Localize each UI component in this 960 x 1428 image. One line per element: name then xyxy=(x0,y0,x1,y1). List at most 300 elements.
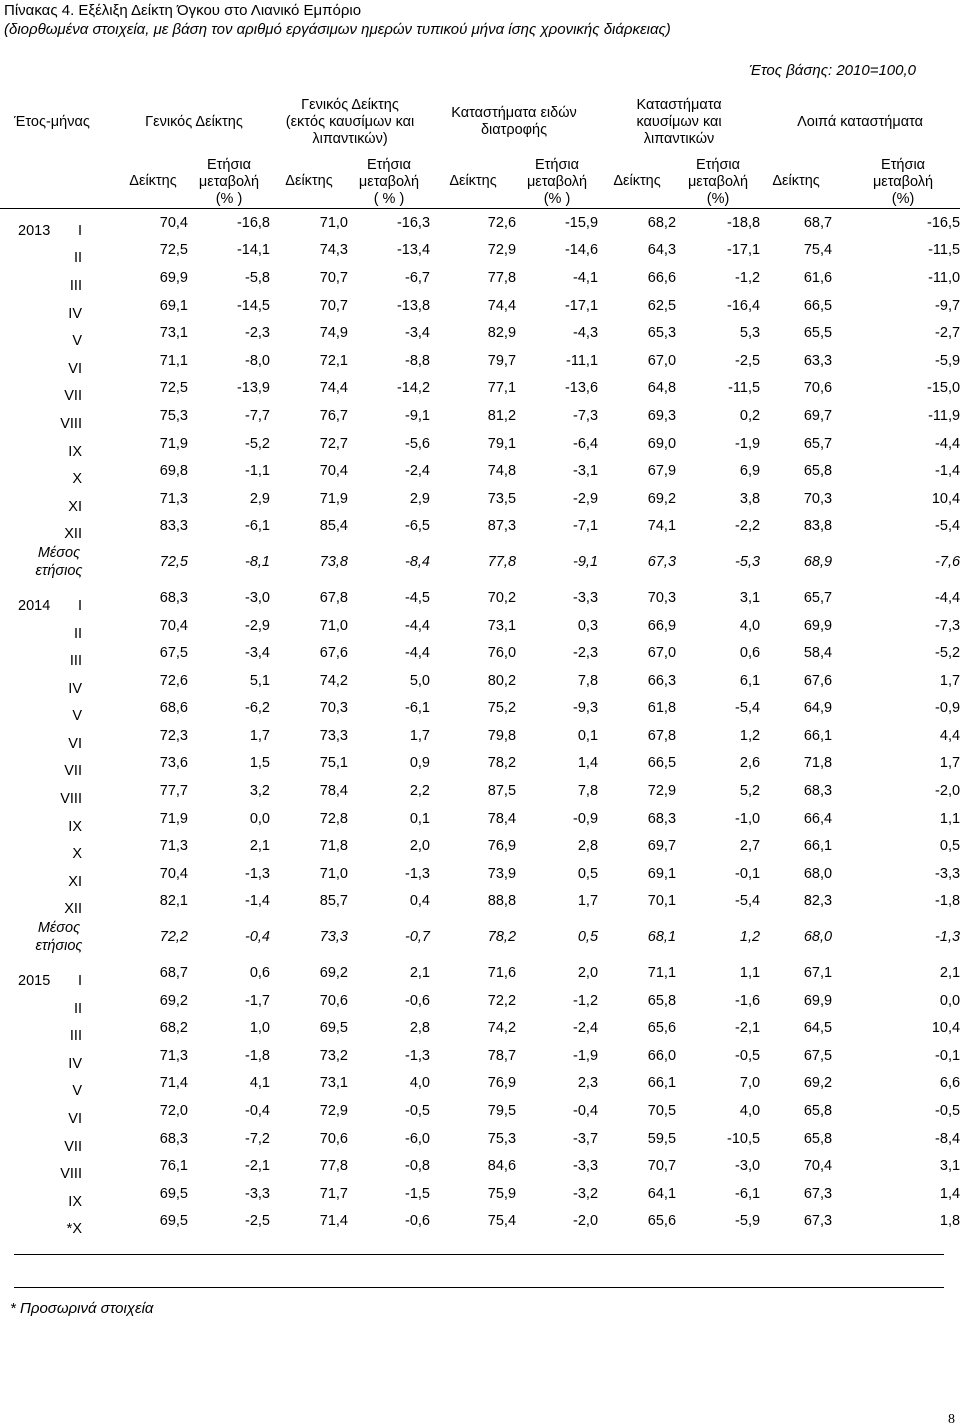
index-value-cell: 71,3 xyxy=(159,838,188,855)
index-value-cell: 83,8 xyxy=(803,518,833,535)
period-cell xyxy=(0,1152,118,1183)
index-value-cell: 76,1 xyxy=(159,1158,188,1175)
annual-change-cell: -1,2 xyxy=(735,269,761,286)
index-value-cell: 65,6 xyxy=(647,1020,677,1037)
table-row xyxy=(0,1180,960,1208)
annual-change-cell: -0,1 xyxy=(735,865,761,882)
annual-change-cell: -4,3 xyxy=(573,325,599,342)
annual-change-cell: -2,1 xyxy=(245,1158,270,1175)
index-value-cell: 71,9 xyxy=(159,810,188,827)
header-period-blank xyxy=(0,154,118,208)
annual-change-cell: -2,0 xyxy=(935,783,960,800)
index-value-cell: 69,5 xyxy=(319,1020,348,1037)
index-value-cell: 66,5 xyxy=(647,755,677,772)
index-value-cell: 73,3 xyxy=(319,929,348,946)
index-value-cell: 65,8 xyxy=(647,992,677,1009)
index-value-cell: 79,8 xyxy=(487,727,517,744)
index-value-cell: 69,0 xyxy=(647,435,677,452)
annual-change-cell: 7,0 xyxy=(739,1075,761,1092)
annual-change-cell: 5,3 xyxy=(739,325,761,342)
index-value-cell: 63,3 xyxy=(803,352,833,369)
index-value-cell: 70,7 xyxy=(319,269,348,286)
index-value-cell: 72,2 xyxy=(487,992,517,1009)
table-row xyxy=(0,1125,960,1153)
annual-change-cell: 4,4 xyxy=(939,727,960,744)
annual-change-cell: 6,9 xyxy=(739,463,761,480)
month-label: VI xyxy=(68,360,82,377)
annual-change-cell: -1,4 xyxy=(935,463,960,480)
period-cell xyxy=(0,987,118,1015)
footnote: * Προσωρινά στοιχεία xyxy=(10,1300,154,1317)
annual-change-cell: 7,8 xyxy=(577,783,599,800)
annual-change-cell: -2,5 xyxy=(735,352,761,369)
table-row xyxy=(0,292,960,320)
annual-change-cell: 2,3 xyxy=(577,1075,599,1092)
index-value-cell: 69,3 xyxy=(647,407,677,424)
annual-change-cell: 1,7 xyxy=(409,727,431,744)
annual-change-cell: 0,6 xyxy=(249,965,270,982)
table-row xyxy=(0,1070,960,1098)
annual-change-cell: -0,9 xyxy=(573,810,599,827)
annual-change-cell: 2,9 xyxy=(249,490,270,507)
table-title: Πίνακας 4. Εξέλιξη Δείκτη Όγκου στο Λιανικό Εμπόριο xyxy=(4,2,362,19)
period-cell xyxy=(0,430,118,458)
index-value-cell: 61,8 xyxy=(647,700,677,717)
index-value-cell: 67,6 xyxy=(319,645,348,662)
annual-change-cell: -2,7 xyxy=(935,325,960,342)
index-value-cell: 71,3 xyxy=(159,1047,188,1064)
period-cell xyxy=(0,1208,118,1236)
index-value-cell: 68,0 xyxy=(803,929,833,946)
annual-change-cell: -0,4 xyxy=(245,929,270,946)
annual-change-cell: -5,2 xyxy=(245,435,270,452)
index-value-cell: 69,2 xyxy=(803,1075,833,1092)
annual-change-cell: 2,1 xyxy=(409,965,431,982)
index-value-cell: 66,3 xyxy=(647,672,677,689)
index-value-cell: 75,3 xyxy=(487,1130,517,1147)
index-value-cell: 67,3 xyxy=(647,554,677,571)
table-row xyxy=(0,1042,960,1070)
table-row xyxy=(0,667,960,695)
annual-change-cell: 10,4 xyxy=(931,490,960,507)
index-value-cell: 65,8 xyxy=(803,1130,833,1147)
annual-change-cell: -6,1 xyxy=(405,700,431,717)
annual-change-cell: -3,4 xyxy=(245,645,270,662)
index-value-cell: 76,7 xyxy=(319,407,348,424)
index-value-cell: 75,3 xyxy=(159,407,188,424)
index-value-cell: 67,5 xyxy=(159,645,188,662)
annual-change-cell: 1,7 xyxy=(939,672,960,689)
annual-change-cell: -8,8 xyxy=(405,352,431,369)
index-value-cell: 76,9 xyxy=(487,838,517,855)
table-row xyxy=(0,402,960,430)
annual-change-cell: -5,9 xyxy=(935,352,960,369)
annual-change-cell: 4,1 xyxy=(249,1075,270,1092)
month-label: XII xyxy=(64,901,82,918)
index-value-cell: 70,3 xyxy=(803,490,833,507)
index-value-cell: 69,9 xyxy=(803,992,833,1009)
annual-change-cell: 4,0 xyxy=(739,617,761,634)
index-value-cell: 69,8 xyxy=(159,463,188,480)
header-group-general: Γενικός Δείκτης xyxy=(145,113,243,130)
annual-change-cell: -7,7 xyxy=(245,407,270,424)
average-label-line2: ετήσιος xyxy=(35,938,83,955)
annual-change-cell: -0,4 xyxy=(245,1103,270,1120)
index-value-cell: 73,1 xyxy=(487,617,517,634)
annual-change-cell: 3,2 xyxy=(249,783,270,800)
month-label: VII xyxy=(64,388,82,405)
period-cell xyxy=(0,750,118,778)
period-cell xyxy=(0,584,118,612)
index-value-cell: 82,3 xyxy=(803,893,833,910)
annual-change-cell: -2,0 xyxy=(573,1213,599,1230)
table-row xyxy=(0,584,960,612)
index-value-cell: 70,6 xyxy=(319,992,348,1009)
annual-change-cell: -13,6 xyxy=(564,380,599,397)
index-value-cell: 68,3 xyxy=(159,589,188,606)
annual-change-cell: 2,9 xyxy=(409,490,431,507)
index-value-cell: 73,1 xyxy=(159,325,188,342)
table-body xyxy=(0,209,960,1236)
annual-change-cell: -4,4 xyxy=(405,617,431,634)
annual-change-cell: 0,5 xyxy=(939,838,960,855)
index-value-cell: 72,9 xyxy=(319,1103,348,1120)
annual-change-cell: -0,1 xyxy=(935,1047,960,1064)
index-value-cell: 75,4 xyxy=(803,242,833,259)
index-value-cell: 79,1 xyxy=(487,435,517,452)
index-value-cell: 71,0 xyxy=(319,617,348,634)
index-value-cell: 76,9 xyxy=(487,1075,517,1092)
annual-change-cell: 0,5 xyxy=(577,929,599,946)
index-value-cell: 68,2 xyxy=(159,1020,188,1037)
index-value-cell: 75,2 xyxy=(487,700,517,717)
index-value-cell: 69,9 xyxy=(803,617,833,634)
month-label: VII xyxy=(64,1138,82,1155)
annual-change-cell: 0,0 xyxy=(249,810,270,827)
annual-change-cell: -8,4 xyxy=(405,554,431,571)
annual-change-cell: 5,2 xyxy=(739,783,761,800)
index-value-cell: 72,3 xyxy=(159,727,188,744)
index-value-cell: 72,2 xyxy=(159,929,188,946)
annual-change-cell: 0,3 xyxy=(577,617,599,634)
annual-change-cell: -1,3 xyxy=(405,1047,431,1064)
index-value-cell: 72,5 xyxy=(159,554,188,571)
annual-change-cell: -2,3 xyxy=(245,325,270,342)
period-cell xyxy=(0,777,118,808)
annual-change-cell: 1,7 xyxy=(249,727,270,744)
index-value-cell: 66,1 xyxy=(803,727,833,744)
period-cell xyxy=(0,667,118,695)
annual-change-cell: -2,3 xyxy=(573,645,599,662)
annual-change-cell: 2,6 xyxy=(739,755,761,772)
index-value-cell: 82,1 xyxy=(159,893,188,910)
index-value-cell: 87,3 xyxy=(487,518,517,535)
index-value-cell: 65,8 xyxy=(803,463,833,480)
index-value-cell: 74,9 xyxy=(319,325,348,342)
annual-change-cell: 1,2 xyxy=(739,727,761,744)
table-row xyxy=(0,209,960,237)
month-label: IX xyxy=(68,1193,82,1210)
index-value-cell: 73,8 xyxy=(319,554,348,571)
index-value-cell: 64,3 xyxy=(647,242,677,259)
annual-change-cell: -0,5 xyxy=(735,1047,761,1064)
annual-change-cell: -7,3 xyxy=(573,407,599,424)
index-value-cell: 77,8 xyxy=(487,554,517,571)
annual-change-cell: -3,3 xyxy=(245,1185,270,1202)
annual-change-cell: -15,9 xyxy=(564,214,599,231)
table-row xyxy=(0,264,960,292)
index-value-cell: 64,9 xyxy=(803,700,833,717)
annual-change-cell: -6,7 xyxy=(405,269,431,286)
index-value-cell: 78,4 xyxy=(487,810,517,827)
header-annual-change: Ετήσια μεταβολή (% ) xyxy=(198,157,260,207)
month-label: I xyxy=(77,597,82,614)
index-value-cell: 65,7 xyxy=(803,435,833,452)
index-value-cell: 72,6 xyxy=(487,214,517,231)
index-value-cell: 70,4 xyxy=(319,463,348,480)
annual-change-cell: 2,0 xyxy=(577,965,599,982)
month-label: V xyxy=(72,708,82,725)
index-value-cell: 64,8 xyxy=(647,380,677,397)
annual-change-cell: -2,2 xyxy=(735,518,761,535)
index-value-cell: 88,8 xyxy=(487,893,517,910)
header-group-other: Λοιπά καταστήματα xyxy=(797,113,924,130)
index-value-cell: 71,4 xyxy=(319,1213,348,1230)
annual-change-cell: 1,8 xyxy=(939,1213,960,1230)
index-value-cell: 66,9 xyxy=(647,617,677,634)
annual-change-cell: 3,1 xyxy=(939,1158,960,1175)
period-cell xyxy=(0,237,118,265)
annual-change-cell: -5,4 xyxy=(935,518,960,535)
year-label: 2014 xyxy=(18,597,51,614)
index-value-cell: 72,7 xyxy=(319,435,348,452)
average-label-line1: Μέσος xyxy=(37,545,81,562)
index-value-cell: 68,3 xyxy=(803,783,833,800)
period-cell xyxy=(0,319,118,350)
annual-change-cell: -5,4 xyxy=(735,893,761,910)
index-value-cell: 73,3 xyxy=(319,727,348,744)
index-value-cell: 71,9 xyxy=(319,490,348,507)
index-value-cell: 70,1 xyxy=(647,893,677,910)
annual-change-cell: 1,2 xyxy=(739,929,761,946)
annual-change-cell: 0,2 xyxy=(739,407,761,424)
index-value-cell: 68,6 xyxy=(159,700,188,717)
table-row xyxy=(0,695,960,723)
annual-change-cell: -4,1 xyxy=(573,269,599,286)
index-value-cell: 64,1 xyxy=(647,1185,677,1202)
annual-change-cell: 7,8 xyxy=(577,672,599,689)
index-value-cell: 68,7 xyxy=(803,214,833,231)
index-value-cell: 64,5 xyxy=(803,1020,833,1037)
annual-change-cell: -6,4 xyxy=(573,435,599,452)
index-value-cell: 74,1 xyxy=(647,518,677,535)
index-value-cell: 74,3 xyxy=(319,242,348,259)
table-row xyxy=(0,987,960,1015)
table-row xyxy=(0,1152,960,1180)
index-value-cell: 67,3 xyxy=(803,1185,833,1202)
period-cell xyxy=(0,347,118,375)
annual-change-cell: -1,9 xyxy=(573,1047,599,1064)
index-value-cell: 74,8 xyxy=(487,463,517,480)
month-label: XII xyxy=(64,526,82,543)
annual-change-cell: -7,2 xyxy=(245,1130,270,1147)
annual-change-cell: -2,1 xyxy=(735,1020,761,1037)
annual-change-cell: -0,5 xyxy=(935,1103,960,1120)
annual-change-cell: -10,5 xyxy=(726,1130,761,1147)
period-cell xyxy=(0,888,118,916)
month-label: VII xyxy=(64,763,82,780)
annual-change-cell: -5,3 xyxy=(735,554,761,571)
month-label: *X xyxy=(66,1221,82,1238)
annual-change-cell: -0,7 xyxy=(405,929,431,946)
header-index: Δείκτης xyxy=(613,172,661,189)
annual-change-cell: -5,9 xyxy=(735,1213,761,1230)
index-value-cell: 72,1 xyxy=(319,352,348,369)
annual-change-cell: -1,3 xyxy=(245,865,270,882)
table-row xyxy=(0,347,960,375)
period-cell xyxy=(0,375,118,403)
index-value-cell: 74,2 xyxy=(487,1020,517,1037)
index-value-cell: 69,5 xyxy=(159,1213,188,1230)
table-row xyxy=(0,860,960,888)
average-label-line1: Μέσος xyxy=(37,920,81,937)
annual-change-cell: -2,9 xyxy=(245,617,270,634)
table-row xyxy=(0,805,960,833)
table-row xyxy=(0,722,960,750)
annual-average-label xyxy=(36,919,83,955)
annual-change-cell: -5,6 xyxy=(405,435,431,452)
period-cell xyxy=(0,1070,118,1098)
index-value-cell: 65,5 xyxy=(803,325,833,342)
month-label: VIII xyxy=(60,791,82,808)
month-label: III xyxy=(69,1028,82,1045)
month-label: X xyxy=(72,471,82,488)
period-cell xyxy=(0,1042,118,1070)
annual-change-cell: -6,5 xyxy=(405,518,431,535)
annual-change-cell: 2,8 xyxy=(409,1020,431,1037)
header-group-food: Καταστήματα ειδών διατροφής xyxy=(451,105,577,138)
index-value-cell: 80,2 xyxy=(487,672,517,689)
annual-change-cell: -8,1 xyxy=(245,554,270,571)
annual-change-cell: -4,4 xyxy=(935,589,960,606)
annual-change-cell: 2,2 xyxy=(409,783,431,800)
month-label: IX xyxy=(68,443,82,460)
annual-change-cell: 4,0 xyxy=(409,1075,431,1092)
table-row xyxy=(0,832,960,860)
annual-change-cell: -1,6 xyxy=(735,992,761,1009)
index-value-cell: 65,8 xyxy=(803,1103,833,1120)
month-label: II xyxy=(73,1000,82,1017)
index-value-cell: 73,2 xyxy=(319,1047,348,1064)
period-cell xyxy=(0,805,118,833)
index-value-cell: 78,7 xyxy=(487,1047,517,1064)
page-number: 8 xyxy=(948,1412,955,1427)
annual-change-cell: -14,5 xyxy=(236,297,270,314)
annual-change-cell: -4,4 xyxy=(405,645,431,662)
table-row xyxy=(0,1208,960,1236)
index-value-cell: 71,8 xyxy=(803,755,833,772)
annual-change-cell: -6,2 xyxy=(245,700,270,717)
index-value-cell: 69,9 xyxy=(159,269,188,286)
year-label: 2015 xyxy=(18,973,51,990)
annual-change-cell: -15,0 xyxy=(926,380,960,397)
index-value-cell: 71,7 xyxy=(319,1185,348,1202)
index-value-cell: 67,8 xyxy=(647,727,677,744)
index-value-cell: 67,0 xyxy=(647,645,677,662)
annual-change-cell: -16,4 xyxy=(726,297,761,314)
annual-change-cell: -13,4 xyxy=(396,242,431,259)
index-value-cell: 73,9 xyxy=(487,865,517,882)
footnote-rule xyxy=(14,1287,944,1288)
annual-change-cell: 2,0 xyxy=(409,838,431,855)
header-group-general-excl-fuel: Γενικός Δείκτης (εκτός καυσίμων και λιπαντικών) xyxy=(285,96,415,147)
index-value-cell: 78,2 xyxy=(487,929,517,946)
table-row xyxy=(0,639,960,667)
period-cell xyxy=(0,915,118,959)
annual-change-cell: 3,1 xyxy=(739,589,761,606)
index-value-cell: 70,4 xyxy=(159,214,188,231)
month-label: VI xyxy=(68,1111,82,1128)
annual-change-cell: -16,8 xyxy=(236,214,270,231)
table-row xyxy=(0,1014,960,1042)
annual-change-cell: -7,1 xyxy=(573,518,599,535)
index-value-cell: 67,1 xyxy=(803,965,833,982)
annual-change-cell: -3,3 xyxy=(573,589,599,606)
annual-change-cell: -8,0 xyxy=(245,352,270,369)
index-value-cell: 59,5 xyxy=(647,1130,677,1147)
annual-change-cell: -2,9 xyxy=(573,490,599,507)
index-value-cell: 84,6 xyxy=(487,1158,517,1175)
index-value-cell: 79,5 xyxy=(487,1103,517,1120)
index-value-cell: 68,3 xyxy=(159,1130,188,1147)
month-label: VIII xyxy=(60,1166,82,1183)
index-value-cell: 69,5 xyxy=(159,1185,188,1202)
annual-change-cell: 2,7 xyxy=(739,838,761,855)
annual-change-cell: -8,4 xyxy=(935,1130,960,1147)
index-value-cell: 69,1 xyxy=(647,865,677,882)
period-cell xyxy=(0,1125,118,1153)
annual-change-cell: 0,4 xyxy=(409,893,431,910)
index-value-cell: 66,0 xyxy=(647,1047,677,1064)
index-value-cell: 67,9 xyxy=(647,463,677,480)
table-row xyxy=(0,375,960,403)
annual-change-cell: 0,6 xyxy=(739,645,761,662)
month-label: II xyxy=(73,625,82,642)
index-value-cell: 71,9 xyxy=(159,435,188,452)
annual-change-cell: -16,3 xyxy=(396,214,431,231)
annual-change-cell: -7,6 xyxy=(935,554,960,571)
table-row xyxy=(0,457,960,485)
annual-change-cell: 2,8 xyxy=(577,838,599,855)
index-value-cell: 73,6 xyxy=(159,755,188,772)
month-label: II xyxy=(73,250,82,267)
month-label: XI xyxy=(68,873,82,890)
table-subtitle: (διορθωμένα στοιχεία, με βάση τον αριθμό εργάσιμων ημερών τυπικού μήνα ίσης χρονικής διάρκειας) xyxy=(4,21,671,38)
year-label: 2013 xyxy=(18,222,51,239)
annual-change-cell: 2,1 xyxy=(249,838,270,855)
index-value-cell: 71,3 xyxy=(159,490,188,507)
index-value-cell: 81,2 xyxy=(487,407,517,424)
annual-change-cell: -11,5 xyxy=(728,380,761,397)
annual-change-cell: 1,7 xyxy=(577,893,599,910)
index-value-cell: 70,3 xyxy=(647,589,677,606)
annual-change-cell: -16,5 xyxy=(926,214,960,231)
index-value-cell: 82,9 xyxy=(487,325,517,342)
index-value-cell: 66,1 xyxy=(803,838,833,855)
index-value-cell: 77,8 xyxy=(487,269,517,286)
annual-change-cell: -2,4 xyxy=(405,463,431,480)
header-index: Δείκτης xyxy=(285,172,333,189)
